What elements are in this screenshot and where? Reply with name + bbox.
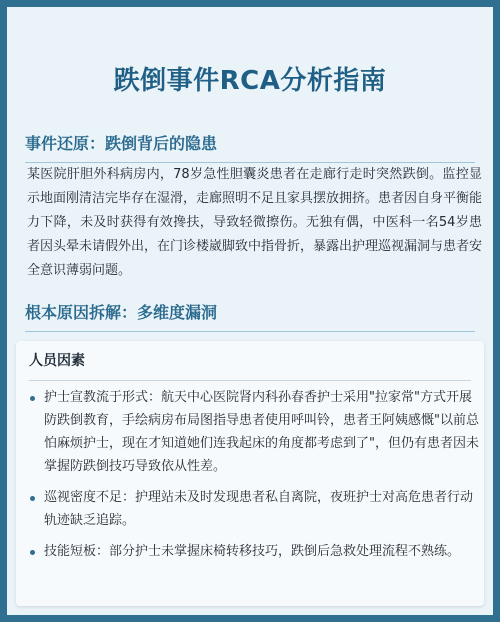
section-heading-root-cause: 根本原因拆解：多维度漏洞 [25, 302, 475, 332]
section-heading-event: 事件还原：跌倒背后的隐患 [25, 133, 475, 163]
list-item [26, 540, 482, 563]
list-item [26, 386, 482, 478]
factor-list [26, 386, 482, 571]
page-title: 跌倒事件RCA分析指南 [113, 66, 387, 96]
bullet-dot-icon [30, 396, 35, 401]
event-description: 某医院肝胆外科病房内，78岁急性胆囊炎患者在走廊行走时突然跌倒。监控显示地面刚清洁完毕存在湿滑，走廊照明不足且家具摆放拥挤。患者因自身平衡能力下降，未及时获得有效搀扶，导致轻微擦伤。无独有偶，中医科一名54岁患者因头晕未请假外出，在门诊楼崴脚致中指骨折，暴露出护理巡视漏洞与患者安全意识薄弱问题。 [27, 167, 483, 278]
bullet-dot-icon [30, 550, 35, 555]
list-item-text: 巡视密度不足：护理站未及时发现患者私自离院，夜班护士对高危患者行动轨迹缺乏追踪。 [44, 490, 474, 528]
list-item-text: 护士宣教流于形式：航天中心医院肾内科孙春香护士采用"拉家常"方式开展防跌倒教育，手绘病房布局图指导患者使用呼叫铃，患者王阿姨感慨"以前总怕麻烦护士，现在才知道她们连我起床的角度都考虑到了"，但仍有患者因未掌握防跌倒技巧导致依从性差。 [44, 390, 479, 474]
list-item-text: 技能短板：部分护士未掌握床椅转移技巧，跌倒后急救处理流程不熟练。 [44, 544, 461, 559]
personnel-factors-card [16, 341, 484, 606]
card-title: 人员因素 [29, 351, 471, 381]
bullet-dot-icon [30, 496, 35, 501]
list-item [26, 486, 482, 532]
